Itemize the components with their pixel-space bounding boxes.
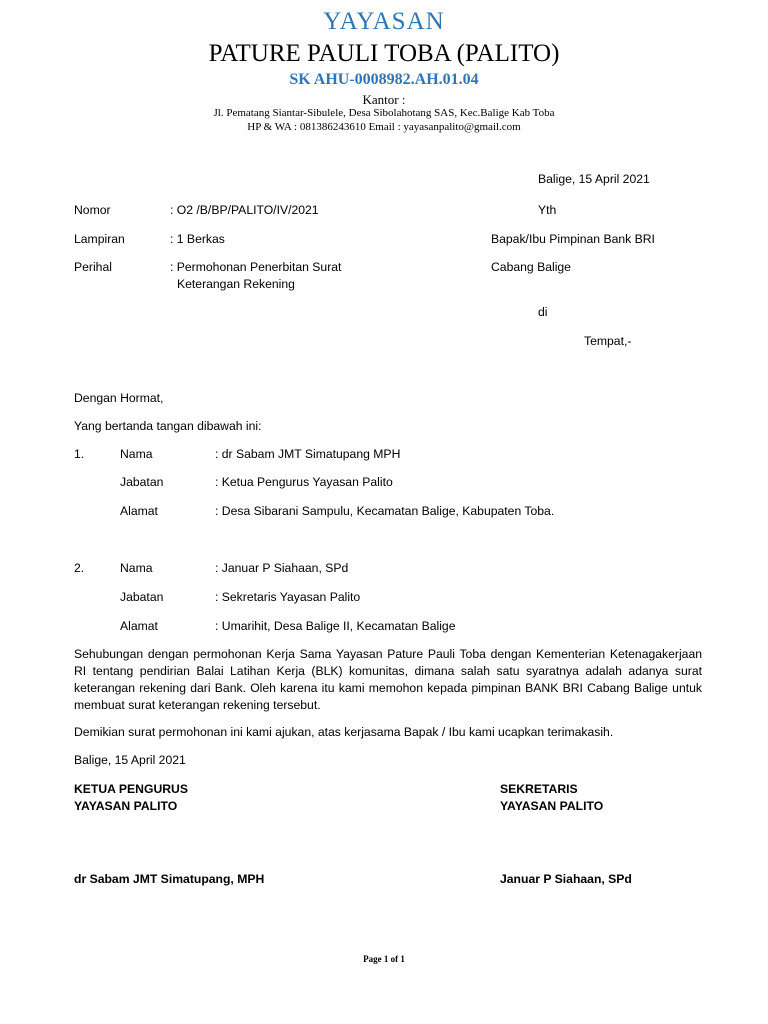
letterhead-registration: SK AHU-0008982.AH.01.04	[289, 71, 479, 88]
signer-2-jabatan-value: : Sekretaris Yayasan Palito	[215, 590, 361, 604]
signer-1-jabatan-label: Jabatan	[120, 475, 164, 489]
signature-left-title1: KETUA PENGURUS	[74, 782, 188, 796]
recipient-place: Tempat,-	[584, 334, 632, 348]
signature-right-title1: SEKRETARIS	[500, 782, 578, 796]
signature-right-name: Januar P Siahaan, SPd	[500, 872, 632, 886]
signer-2-nama-value: : Januar P Siahaan, SPd	[215, 561, 349, 575]
letterhead-org-name: PATURE PAULI TOBA (PALITO)	[208, 40, 560, 67]
signer-2-nama-label: Nama	[120, 561, 153, 575]
signer-2-alamat-label: Alamat	[120, 619, 158, 633]
nomor-label: Nomor	[74, 203, 111, 217]
recipient-line2: Cabang Balige	[491, 260, 571, 274]
recipient-di: di	[538, 305, 548, 319]
perihal-value-line1: : Permohonan Penerbitan Surat	[170, 260, 342, 274]
body-paragraph: Sehubungan dengan permohonan Kerja Sama Yayasan Pature Pauli Toba dengan Kementerian Ketenagakerjaan RI tentang pendirian Balai Latihan Kerja (BLK) komunitas, dimana salah satu syaratnya adalah adanya surat keterangan rekening dari Bank. Oleh karena itu kami memohon kepada pimpinan BANK BRI Cabang Balige untuk membuat surat keterangan rekening tersebut.	[74, 647, 702, 712]
signature-right-title2: YAYASAN PALITO	[500, 799, 604, 813]
signer-2-number: 2.	[74, 561, 85, 575]
sign-date: Balige, 15 April 2021	[74, 753, 186, 767]
signer-1-alamat-label: Alamat	[120, 504, 158, 518]
signer-2-jabatan-label: Jabatan	[120, 590, 164, 604]
greeting: Dengan Hormat,	[74, 391, 164, 405]
lampiran-label: Lampiran	[74, 232, 125, 246]
page-number: Page 1 of 1	[363, 954, 405, 964]
signature-left-name: dr Sabam JMT Simatupang, MPH	[74, 872, 265, 886]
signer-1-jabatan-value: : Ketua Pengurus Yayasan Palito	[215, 475, 393, 489]
closing-paragraph: Demikian surat permohonan ini kami ajukan, atas kerjasama Bapak / Ibu kami ucapkan terimakasih.	[74, 725, 614, 739]
perihal-label: Perihal	[74, 260, 112, 274]
signer-1-nama-value: : dr Sabam JMT Simatupang MPH	[215, 447, 401, 461]
letterhead-org-prefix: YAYASAN	[323, 8, 445, 35]
lampiran-value: : 1 Berkas	[170, 232, 225, 246]
signer-1-nama-label: Nama	[120, 447, 153, 461]
letterhead-office-label: Kantor :	[362, 92, 406, 107]
recipient-yth: Yth	[538, 203, 557, 217]
nomor-value: : O2 /B/BP/PALITO/IV/2021	[170, 203, 319, 217]
signature-left-title2: YAYASAN PALITO	[74, 799, 178, 813]
recipient-line1: Bapak/Ibu Pimpinan Bank BRI	[491, 232, 655, 246]
signer-1-alamat-value: : Desa Sibarani Sampulu, Kecamatan Balige, Kabupaten Toba.	[215, 504, 555, 518]
intro-line: Yang bertanda tangan dibawah ini:	[74, 419, 262, 433]
signer-2-alamat-value: : Umarihit, Desa Balige II, Kecamatan Balige	[215, 619, 456, 633]
letterhead-address: Jl. Pematang Siantar-Sibulele, Desa Sibolahotang SAS, Kec.Balige Kab Toba	[213, 107, 555, 119]
letterhead-contact: HP & WA : 081386243610 Email : yayasanpalito@gmail.com	[247, 121, 521, 133]
letter-date: Balige, 15 April 2021	[538, 172, 650, 186]
perihal-value-line2: Keterangan Rekening	[177, 277, 295, 291]
signer-1-number: 1.	[74, 447, 85, 461]
